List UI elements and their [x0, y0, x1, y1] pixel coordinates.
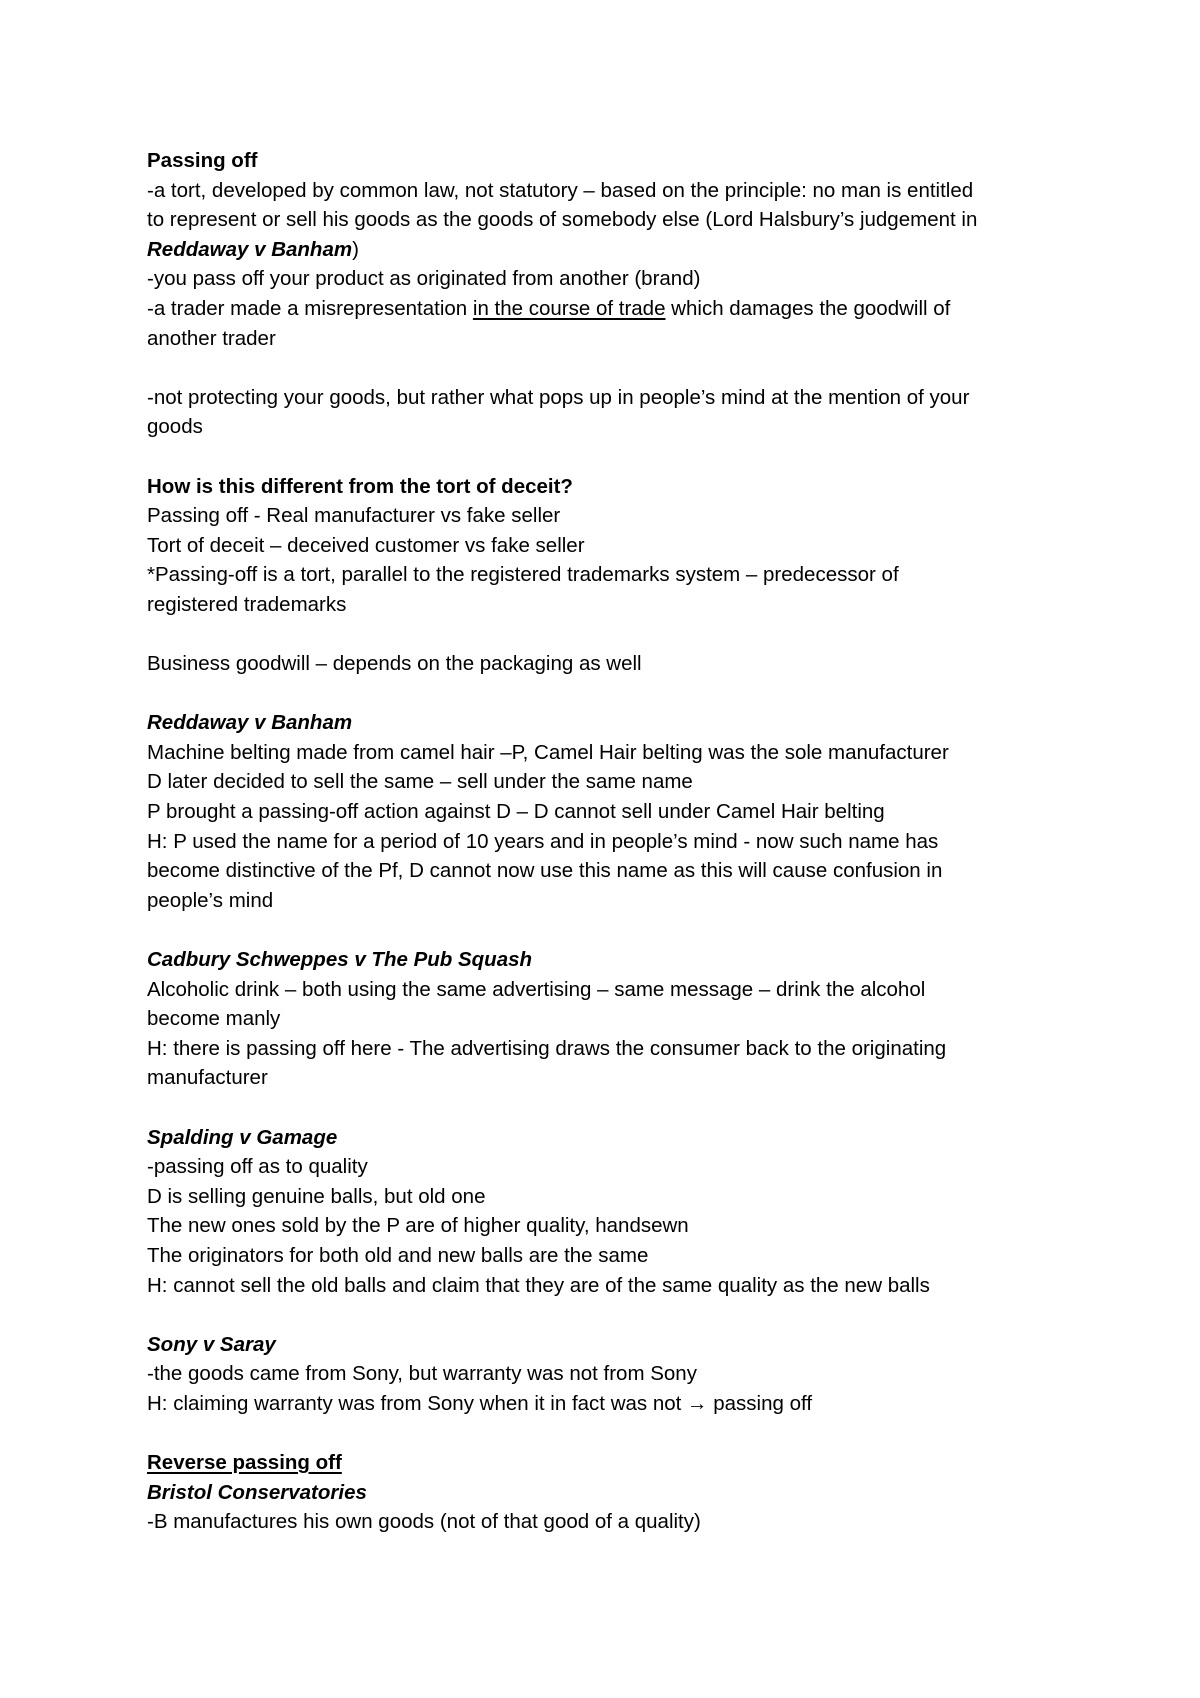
- text-line: [147, 1389, 1077, 1419]
- text-line: -the goods came from Sony, but warranty was not from Sony: [147, 1362, 697, 1386]
- text-line: registered trademarks: [147, 592, 347, 616]
- text-fragment: which damages the goodwill of: [665, 296, 951, 320]
- text-line: -B manufactures his own goods (not of that good of a quality): [147, 1510, 701, 1534]
- text-line: D later decided to sell the same – sell under the same name: [147, 770, 693, 794]
- right-arrow-icon: →: [687, 1391, 708, 1415]
- text-line: P brought a passing-off action against D – D cannot sell under Camel Hair belting: [147, 800, 885, 824]
- spacer: [147, 620, 1077, 650]
- text-fragment: H: claiming warranty was from Sony when it in fact was not: [147, 1391, 688, 1415]
- text-line: H: there is passing off here - The advertising draws the consumer back to the originating: [147, 1036, 947, 1060]
- case-title: Spalding v Gamage: [147, 1125, 338, 1149]
- case-citation: Reddaway v Banham: [147, 237, 353, 261]
- text-line: *Passing-off is a tort, parallel to the registered trademarks system – predecessor of: [147, 563, 899, 587]
- text-line: [147, 294, 1077, 324]
- case-title: Reddaway v Banham: [147, 711, 353, 735]
- text-line: goods: [147, 415, 203, 439]
- section-heading: Passing off: [147, 149, 258, 172]
- case-title: Sony v Saray: [147, 1332, 276, 1356]
- spacer: [147, 679, 1077, 709]
- text-line: Alcoholic drink – both using the same advertising – same message – drink the alcohol: [147, 977, 926, 1001]
- section-heading: Reverse passing off: [147, 1451, 342, 1475]
- spacer: [147, 353, 1077, 383]
- text-fragment: passing off: [707, 1391, 813, 1415]
- text-line: Passing off - Real manufacturer vs fake seller: [147, 504, 561, 528]
- text-line: people’s mind: [147, 888, 274, 912]
- text-line: to represent or sell his goods as the goods of somebody else (Lord Halsbury’s judgement in: [147, 208, 978, 232]
- spacer: [147, 442, 1077, 472]
- text-line: become distinctive of the Pf, D cannot now use this name as this will cause confusion in: [147, 859, 943, 883]
- text-line: -not protecting your goods, but rather what pops up in people’s mind at the mention of your: [147, 385, 970, 409]
- text-line: -passing off as to quality: [147, 1155, 368, 1179]
- text-line: -you pass off your product as originated from another (brand): [147, 267, 701, 291]
- text-line: The new ones sold by the P are of higher quality, handsewn: [147, 1214, 689, 1238]
- text-line: become manly: [147, 1007, 281, 1031]
- text-line: another trader: [147, 326, 276, 350]
- underlined-phrase: in the course of trade: [472, 296, 666, 320]
- text-line: D is selling genuine balls, but old one: [147, 1184, 486, 1208]
- text-line: manufacturer: [147, 1066, 268, 1090]
- text-line: [147, 235, 1077, 265]
- text-fragment: ): [352, 237, 359, 261]
- spacer: [147, 1093, 1077, 1123]
- document-body: [147, 146, 1077, 1537]
- case-title: Cadbury Schweppes v The Pub Squash: [147, 948, 533, 972]
- text-fragment: -a trader made a misrepresentation: [147, 296, 473, 320]
- section-heading: How is this different from the tort of deceit?: [147, 474, 573, 498]
- text-line: H: cannot sell the old balls and claim that they are of the same quality as the new balls: [147, 1273, 930, 1297]
- text-line: H: P used the name for a period of 10 years and in people’s mind - now such name has: [147, 829, 939, 853]
- spacer: [147, 1419, 1077, 1449]
- text-line: -a tort, developed by common law, not statutory – based on the principle: no man is entitled: [147, 178, 974, 202]
- case-title: Bristol Conservatories: [147, 1480, 367, 1504]
- text-line: Tort of deceit – deceived customer vs fake seller: [147, 533, 585, 557]
- text-line: Business goodwill – depends on the packaging as well: [147, 652, 642, 676]
- text-line: The originators for both old and new balls are the same: [147, 1243, 649, 1267]
- text-line: Machine belting made from camel hair –P, Camel Hair belting was the sole manufacturer: [147, 740, 949, 764]
- spacer: [147, 1300, 1077, 1330]
- spacer: [147, 915, 1077, 945]
